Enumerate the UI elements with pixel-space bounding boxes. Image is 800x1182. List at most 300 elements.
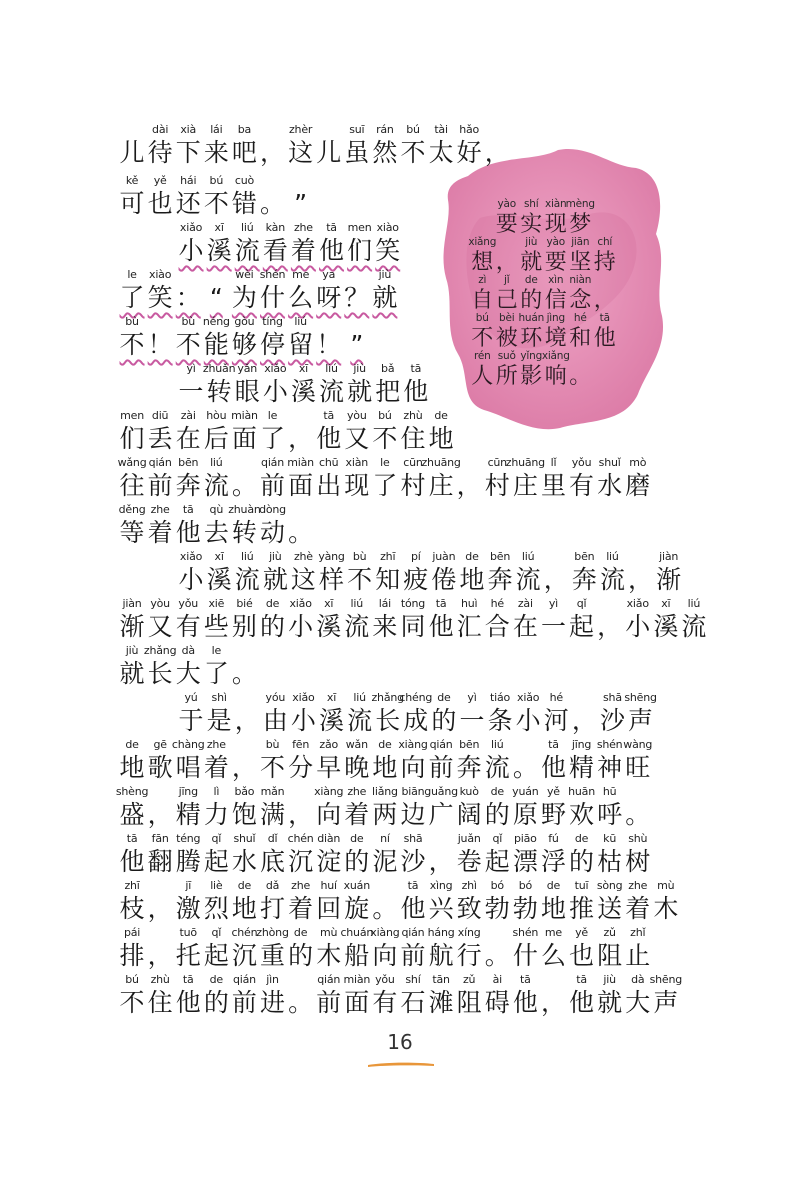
hanzi: 呀 bbox=[316, 283, 342, 312]
hanzi: 水 bbox=[597, 471, 623, 500]
pinyin: qù bbox=[209, 503, 224, 516]
pinyin: bǎ bbox=[381, 362, 395, 375]
ruby-char bbox=[174, 597, 202, 643]
ruby-char bbox=[514, 550, 542, 596]
hanzi: 住 bbox=[400, 424, 426, 453]
story-line bbox=[118, 357, 430, 408]
pinyin: yě bbox=[153, 174, 167, 187]
pinyin: zhe bbox=[206, 738, 226, 751]
ruby-char bbox=[174, 503, 202, 549]
hanzi: 他 bbox=[512, 988, 538, 1017]
pinyin: tā bbox=[410, 362, 422, 375]
ruby-char bbox=[171, 738, 205, 784]
pinyin: lì bbox=[213, 785, 220, 798]
hanzi: 去 bbox=[203, 518, 229, 547]
pinyin: wèi bbox=[235, 268, 254, 281]
hanzi: 他 bbox=[316, 424, 342, 453]
hanzi: 由 bbox=[262, 706, 288, 735]
pinyin: lái bbox=[210, 123, 223, 136]
ruby-char bbox=[455, 879, 483, 925]
hanzi: 激 bbox=[175, 894, 201, 923]
pinyin: qǐ bbox=[211, 832, 222, 845]
hanzi: 托 bbox=[175, 941, 201, 970]
hanzi: 要 bbox=[495, 212, 518, 237]
ruby-char bbox=[146, 174, 174, 220]
pinyin: qián bbox=[401, 926, 425, 939]
pinyin: dǎ bbox=[265, 879, 280, 892]
ruby-char bbox=[399, 409, 427, 455]
pinyin: fēn bbox=[292, 738, 310, 751]
ruby-char bbox=[343, 879, 371, 925]
hanzi: 送 bbox=[597, 894, 623, 923]
pinyin: qǐ bbox=[492, 832, 503, 845]
hanzi: ， bbox=[456, 471, 482, 500]
hanzi: 流 bbox=[599, 565, 625, 594]
pinyin: yǒu bbox=[571, 456, 592, 469]
hanzi: 就 bbox=[262, 565, 288, 594]
ruby-char bbox=[258, 123, 286, 169]
hanzi: 勃 bbox=[512, 894, 538, 923]
ruby-char bbox=[455, 597, 483, 643]
hanzi: 碍 bbox=[484, 988, 510, 1017]
hanzi: 梦 bbox=[569, 212, 592, 237]
pinyin: bó bbox=[518, 879, 533, 892]
ruby-char bbox=[258, 879, 286, 925]
ruby-char bbox=[655, 550, 683, 596]
ruby-char bbox=[596, 738, 624, 784]
hanzi: 要 bbox=[544, 250, 567, 275]
hanzi: 石 bbox=[400, 988, 426, 1017]
pinyin: qǐ bbox=[576, 597, 587, 610]
ruby-char bbox=[258, 503, 286, 549]
pinyin: zhǎng bbox=[143, 644, 177, 657]
pinyin: gòu bbox=[234, 315, 255, 328]
hanzi: 木 bbox=[653, 894, 679, 923]
pinyin: zǔ bbox=[462, 973, 476, 986]
pinyin: chí bbox=[597, 236, 613, 248]
pinyin: xiǎo bbox=[289, 597, 312, 610]
pinyin: liú bbox=[521, 550, 535, 563]
pinyin: niàn bbox=[569, 274, 592, 286]
pinyin: kuò bbox=[459, 785, 479, 798]
hanzi: 满 bbox=[260, 800, 286, 829]
pinyin: liú bbox=[606, 550, 619, 563]
pinyin: dòng bbox=[259, 503, 286, 516]
ruby-char bbox=[202, 362, 236, 408]
hanzi: 大 bbox=[625, 988, 651, 1017]
pinyin: tóng bbox=[400, 597, 426, 610]
pinyin: yòu bbox=[346, 409, 367, 422]
pinyin: jiù bbox=[269, 550, 282, 563]
hanzi: ， bbox=[628, 565, 654, 594]
ruby-char bbox=[343, 409, 371, 455]
hanzi: 然 bbox=[372, 138, 398, 167]
pinyin: qián bbox=[232, 973, 256, 986]
ruby-char bbox=[343, 268, 371, 314]
hanzi: 流 bbox=[484, 753, 510, 782]
hanzi: 疲 bbox=[403, 565, 429, 594]
ruby-char bbox=[177, 550, 205, 596]
ruby-char bbox=[174, 268, 202, 314]
ruby-char bbox=[205, 221, 233, 267]
hanzi: 他 bbox=[400, 894, 426, 923]
hanzi: 么 bbox=[540, 941, 566, 970]
hanzi: 实 bbox=[520, 212, 543, 237]
ruby-char bbox=[624, 832, 652, 878]
ruby-char bbox=[596, 785, 624, 831]
ruby-char bbox=[230, 644, 258, 690]
ruby-char bbox=[118, 503, 146, 549]
story-line bbox=[118, 498, 315, 549]
pinyin: yòu bbox=[150, 597, 170, 610]
hanzi: 航 bbox=[428, 941, 454, 970]
pinyin: xìn bbox=[548, 274, 564, 286]
pinyin: pí bbox=[410, 550, 421, 563]
pinyin: biān bbox=[401, 785, 425, 798]
ruby-char bbox=[258, 315, 286, 361]
hanzi: 流 bbox=[234, 565, 260, 594]
pinyin: xiào bbox=[376, 221, 399, 234]
pinyin: zì bbox=[478, 274, 487, 286]
ruby-char bbox=[146, 123, 174, 169]
pinyin: xī bbox=[298, 362, 308, 375]
pinyin: qián bbox=[261, 456, 284, 469]
ruby-char bbox=[177, 362, 205, 408]
pinyin: sòng bbox=[596, 879, 623, 892]
hanzi: 庄 bbox=[428, 471, 454, 500]
ruby-char bbox=[315, 409, 343, 455]
hanzi: 现 bbox=[344, 471, 370, 500]
quote-line bbox=[470, 344, 593, 391]
ruby-char bbox=[174, 644, 202, 690]
pinyin: de bbox=[490, 785, 504, 798]
pinyin: zǎo bbox=[319, 738, 339, 751]
pinyin: cūn bbox=[487, 456, 507, 469]
hanzi: 了 bbox=[119, 283, 145, 312]
pinyin: tā bbox=[323, 409, 335, 422]
hanzi: 流 bbox=[344, 612, 370, 641]
pinyin: xī bbox=[214, 550, 224, 563]
hanzi: 笑 bbox=[375, 236, 401, 265]
ruby-char bbox=[483, 123, 511, 169]
pinyin: huān bbox=[568, 785, 595, 798]
ruby-char bbox=[402, 550, 430, 596]
pinyin: de bbox=[265, 597, 280, 610]
pinyin: bǎo bbox=[234, 785, 255, 798]
ruby-char bbox=[511, 832, 539, 878]
hanzi: 转 bbox=[231, 518, 257, 547]
pinyin: huán bbox=[518, 312, 545, 324]
ruby-char bbox=[287, 268, 315, 314]
ruby-char bbox=[118, 315, 146, 361]
hanzi: 翻 bbox=[147, 847, 173, 876]
hanzi: ， bbox=[597, 612, 623, 641]
hanzi: 两 bbox=[372, 800, 398, 829]
hanzi: 溪 bbox=[206, 236, 232, 265]
pinyin: bó bbox=[490, 879, 504, 892]
ruby-char bbox=[205, 691, 233, 737]
ruby-char bbox=[261, 550, 289, 596]
hanzi: 溪 bbox=[319, 706, 345, 735]
story-line bbox=[118, 592, 708, 643]
hanzi: 什 bbox=[260, 283, 286, 312]
hanzi: 些 bbox=[203, 612, 229, 641]
pinyin: bú bbox=[406, 123, 420, 136]
hanzi: 向 bbox=[372, 941, 398, 970]
hanzi: 下 bbox=[175, 138, 201, 167]
ruby-char bbox=[598, 550, 626, 596]
pinyin: miàn bbox=[231, 409, 258, 422]
ruby-char bbox=[402, 362, 430, 408]
pinyin: zhuǎn bbox=[202, 362, 236, 375]
pinyin: suǒ bbox=[497, 350, 516, 362]
hanzi: 起 bbox=[203, 847, 229, 876]
hanzi: 流 bbox=[203, 471, 229, 500]
pinyin: mù bbox=[657, 879, 675, 892]
hanzi: 地 bbox=[540, 894, 566, 923]
hanzi: 的 bbox=[431, 706, 457, 735]
pinyin: xiàng bbox=[398, 738, 428, 751]
ruby-char bbox=[315, 268, 343, 314]
hanzi: ， bbox=[288, 424, 314, 453]
ruby-char bbox=[371, 973, 399, 1019]
hanzi: 泥 bbox=[372, 847, 398, 876]
hanzi: 他 bbox=[540, 753, 566, 782]
pinyin: bié bbox=[236, 597, 253, 610]
pinyin: jìn bbox=[266, 973, 279, 986]
ruby-char bbox=[542, 550, 570, 596]
ruby-char bbox=[624, 691, 657, 737]
pinyin: zhòng bbox=[256, 926, 289, 939]
ruby-char bbox=[399, 832, 427, 878]
hanzi: 别 bbox=[231, 612, 257, 641]
ruby-char bbox=[539, 832, 567, 878]
ruby-char bbox=[202, 409, 230, 455]
hanzi: 饱 bbox=[231, 800, 257, 829]
ruby-char bbox=[593, 311, 618, 353]
pinyin: shì bbox=[211, 691, 227, 704]
hanzi: 环 bbox=[520, 326, 543, 351]
hanzi: 流 bbox=[319, 377, 345, 406]
hanzi: 的 bbox=[288, 941, 314, 970]
pinyin: shèng bbox=[115, 785, 149, 798]
pinyin: tuō bbox=[179, 926, 197, 939]
ruby-char bbox=[596, 973, 624, 1019]
pinyin: qián bbox=[317, 973, 341, 986]
ruby-char bbox=[421, 456, 461, 502]
pinyin: hū bbox=[602, 785, 617, 798]
pinyin: yào bbox=[497, 198, 516, 210]
pinyin: shí bbox=[405, 973, 421, 986]
ruby-char bbox=[371, 738, 399, 784]
pinyin: hǎo bbox=[459, 123, 480, 136]
ruby-char bbox=[430, 550, 458, 596]
ruby-char bbox=[287, 315, 315, 361]
pinyin: bù bbox=[265, 738, 280, 751]
hanzi: 河 bbox=[543, 706, 569, 735]
pinyin: zhuāng bbox=[421, 456, 461, 469]
hanzi: 了 bbox=[203, 659, 229, 688]
pinyin: tài bbox=[434, 123, 448, 136]
hanzi: 还 bbox=[175, 189, 201, 218]
pinyin: qǐ bbox=[211, 926, 222, 939]
pinyin: jiàn bbox=[659, 550, 679, 563]
hanzi: 早 bbox=[316, 753, 342, 782]
hanzi: 精 bbox=[175, 800, 201, 829]
ruby-char bbox=[146, 785, 174, 831]
hanzi: 地 bbox=[231, 894, 257, 923]
pinyin: tā bbox=[576, 973, 587, 986]
ruby-char bbox=[427, 879, 455, 925]
ruby-char bbox=[624, 597, 652, 643]
ruby-char bbox=[258, 409, 286, 455]
hanzi: 着 bbox=[290, 236, 316, 265]
hanzi: 声 bbox=[628, 706, 654, 735]
pinyin: de bbox=[237, 879, 252, 892]
hanzi: 又 bbox=[147, 612, 173, 641]
pinyin: dǐ bbox=[267, 832, 278, 845]
hanzi: 了 bbox=[260, 424, 286, 453]
pinyin: xiǎo bbox=[179, 221, 203, 234]
pinyin: děng bbox=[118, 503, 146, 516]
ruby-char bbox=[315, 123, 343, 169]
hanzi: 船 bbox=[344, 941, 370, 970]
hanzi: 前 bbox=[231, 988, 257, 1017]
hanzi: 歌 bbox=[147, 753, 173, 782]
ruby-char bbox=[146, 973, 174, 1019]
pinyin: yǎn bbox=[237, 362, 258, 375]
ruby-char bbox=[287, 973, 315, 1019]
pinyin: xíng bbox=[457, 926, 481, 939]
hanzi: 住 bbox=[147, 988, 173, 1017]
hanzi: 小 bbox=[288, 612, 314, 641]
ruby-char bbox=[233, 221, 261, 267]
pinyin: guǎng bbox=[424, 785, 458, 798]
ruby-char bbox=[202, 503, 230, 549]
ruby-char bbox=[143, 644, 177, 690]
story-line bbox=[118, 122, 511, 169]
ruby-char bbox=[371, 597, 399, 643]
pinyin: zhī bbox=[380, 550, 396, 563]
hanzi: 小 bbox=[625, 612, 651, 641]
pinyin: zhì bbox=[461, 879, 477, 892]
hanzi: 的 bbox=[344, 847, 370, 876]
hanzi: 不 bbox=[260, 753, 286, 782]
ruby-char bbox=[346, 362, 374, 408]
hanzi: 就 bbox=[520, 250, 543, 275]
pinyin: fān bbox=[151, 832, 169, 845]
hanzi: 烈 bbox=[203, 894, 229, 923]
pinyin: diū bbox=[151, 409, 169, 422]
hanzi: 沙 bbox=[400, 847, 426, 876]
ruby-char bbox=[483, 597, 511, 643]
pinyin: bù bbox=[352, 550, 367, 563]
pinyin: bú bbox=[378, 409, 392, 422]
hanzi: 枯 bbox=[597, 847, 623, 876]
ruby-char bbox=[317, 221, 345, 267]
ruby-char bbox=[287, 785, 315, 831]
pinyin: háng bbox=[427, 926, 455, 939]
hanzi: 。 bbox=[372, 894, 398, 923]
hanzi: 信 bbox=[544, 288, 567, 313]
pinyin: xī bbox=[661, 597, 671, 610]
hanzi: 浮 bbox=[540, 847, 566, 876]
ruby-char bbox=[539, 597, 567, 643]
pinyin: bēn bbox=[459, 738, 480, 751]
ruby-char bbox=[202, 644, 230, 690]
hanzi: ， bbox=[288, 800, 314, 829]
hanzi: 来 bbox=[203, 138, 229, 167]
ruby-char bbox=[230, 832, 258, 878]
ruby-char bbox=[230, 174, 258, 220]
story-line bbox=[118, 451, 652, 502]
pinyin: liú bbox=[491, 738, 504, 751]
ruby-char bbox=[511, 738, 539, 784]
hanzi: 坚 bbox=[569, 250, 592, 275]
hanzi: 神 bbox=[597, 753, 623, 782]
ruby-char bbox=[455, 456, 483, 502]
pinyin: rén bbox=[473, 350, 491, 362]
ruby-char bbox=[258, 832, 286, 878]
ruby-char bbox=[315, 832, 343, 878]
hanzi: 的 bbox=[260, 612, 286, 641]
hanzi: 着 bbox=[147, 518, 173, 547]
ruby-char bbox=[568, 456, 596, 502]
ruby-char bbox=[511, 879, 539, 925]
page-number-underline bbox=[366, 1061, 436, 1067]
hanzi: 淀 bbox=[316, 847, 342, 876]
ruby-char bbox=[343, 738, 371, 784]
pinyin: liú bbox=[353, 691, 366, 704]
hanzi: 奔 bbox=[487, 565, 513, 594]
pinyin: rán bbox=[376, 123, 394, 136]
hanzi: 树 bbox=[625, 847, 651, 876]
ruby-char bbox=[427, 409, 455, 455]
pinyin: wǎn bbox=[345, 738, 368, 751]
ruby-char bbox=[539, 973, 567, 1019]
ruby-char bbox=[346, 691, 374, 737]
pinyin: jiù bbox=[378, 268, 392, 281]
pinyin: le bbox=[211, 644, 222, 657]
pinyin: xiàng bbox=[370, 926, 400, 939]
hanzi: 能 bbox=[203, 330, 229, 359]
hanzi: 不 bbox=[119, 988, 145, 1017]
pinyin: hé bbox=[549, 691, 563, 704]
hanzi: 这 bbox=[290, 565, 316, 594]
ruby-char bbox=[374, 550, 402, 596]
hanzi: 排 bbox=[119, 941, 145, 970]
hanzi: 他 bbox=[428, 612, 454, 641]
hanzi: 阻 bbox=[456, 988, 482, 1017]
ruby-char bbox=[483, 879, 511, 925]
pinyin: pái bbox=[123, 926, 141, 939]
ruby-char bbox=[455, 785, 483, 831]
hanzi: 水 bbox=[231, 847, 257, 876]
pinyin: cuò bbox=[234, 174, 254, 187]
pinyin: liú bbox=[350, 597, 364, 610]
hanzi: 后 bbox=[203, 424, 229, 453]
hanzi: 和 bbox=[569, 326, 592, 351]
hanzi: 兴 bbox=[428, 894, 454, 923]
hanzi: 小 bbox=[178, 565, 204, 594]
hanzi: 己 bbox=[495, 288, 518, 313]
ruby-char bbox=[371, 879, 399, 925]
ruby-char bbox=[118, 973, 146, 1019]
ruby-char bbox=[343, 123, 371, 169]
hanzi: 面 bbox=[344, 988, 370, 1017]
hanzi: 。 bbox=[484, 941, 510, 970]
hanzi: 流 bbox=[347, 706, 373, 735]
